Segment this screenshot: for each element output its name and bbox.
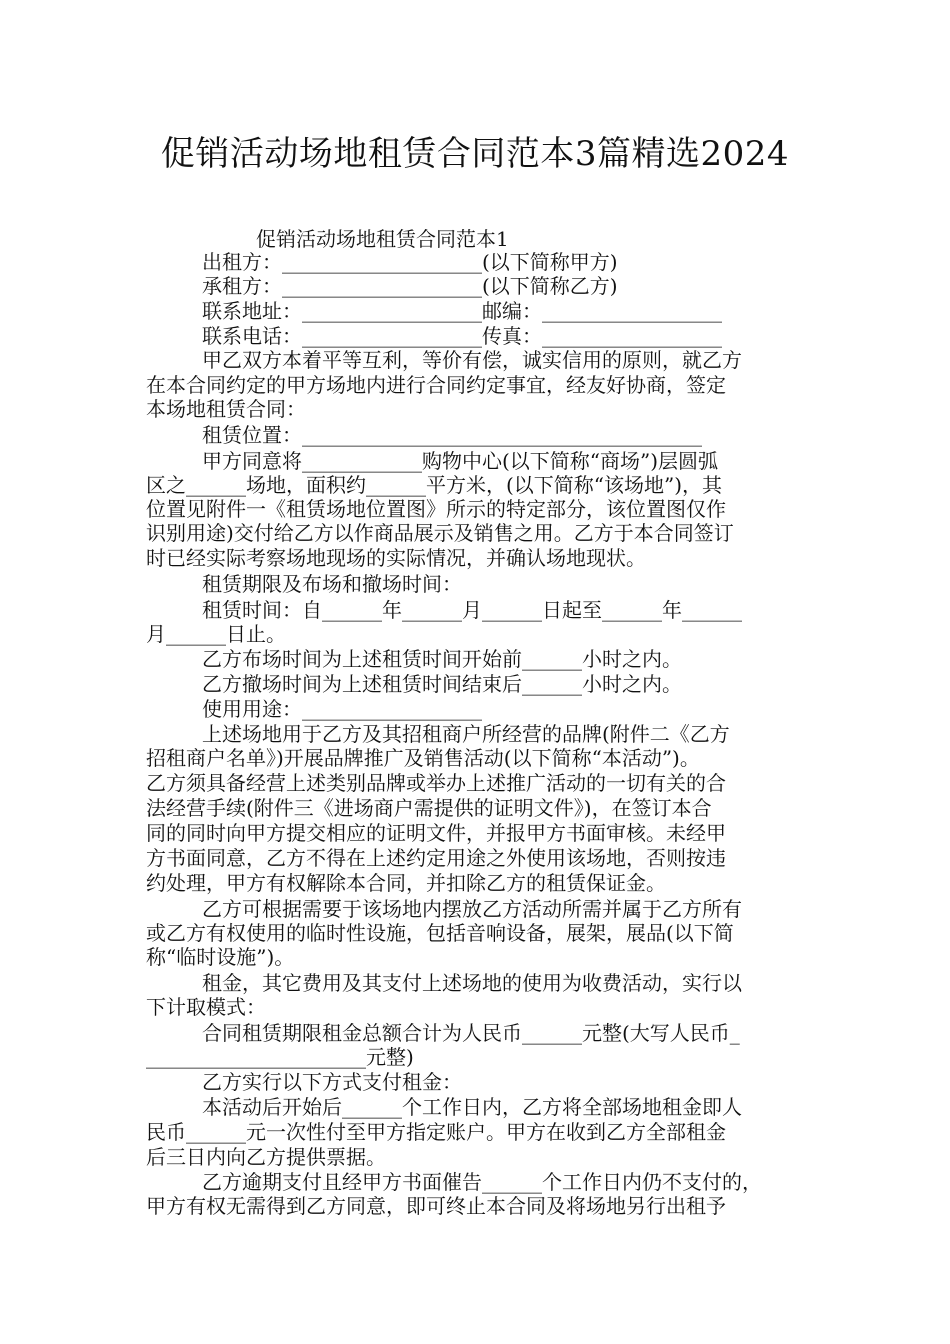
text-line: 下计取模式： (146, 995, 266, 1019)
text-line: 月______日止。 (146, 622, 286, 646)
text-line: 租赁期限及布场和撤场时间： (202, 572, 462, 596)
text-line: 同的同时向甲方提交相应的证明文件，并报甲方书面审核。未经甲 (146, 821, 726, 845)
text-line: 乙方须具备经营上述类别品牌或举办上述推广活动的一切有关的合 (146, 771, 726, 795)
text-line: 法经营手续(附件三《进场商户需提供的证明文件》)，在签订本合 (146, 796, 712, 820)
section-subtitle: 促销活动场地租赁合同范本1 (256, 227, 509, 251)
text-line: 联系地址：__________________邮编：__________________ (202, 299, 722, 323)
text-line: 上述场地用于乙方及其招租商户所经营的品牌(附件二《乙方 (202, 722, 730, 746)
text-line: 使用用途：__________________ (202, 697, 482, 721)
text-line: 承租方：____________________(以下简称乙方) (202, 274, 618, 298)
text-line: 招租商户名单》)开展品牌推广及销售活动(以下简称“本活动”)。 (146, 746, 700, 770)
text-line: 甲方同意将____________购物中心(以下简称“商场”)层圆弧 (202, 449, 719, 473)
text-line: 约处理，甲方有权解除本合同，并扣除乙方的租赁保证金。 (146, 871, 666, 895)
text-line: 出租方：____________________(以下简称甲方) (202, 250, 618, 274)
text-line: 租赁时间：自______年______月______日起至______年______ (202, 598, 742, 622)
text-line: 在本合同约定的甲方场地内进行合同约定事宜，经友好协商，签定 (146, 373, 726, 397)
text-line: 甲方有权无需得到乙方同意，即可终止本合同及将场地另行出租予 (146, 1194, 726, 1218)
text-line: 区之______场地，面积约______平方米，(以下简称“该场地”)，其 (146, 473, 723, 497)
text-line: 时已经实际考察场地现场的实际情况，并确认场地现状。 (146, 546, 646, 570)
text-line: 甲乙双方本着平等互利，等价有偿，诚实信用的原则，就乙方 (202, 348, 742, 372)
text-line: 租金，其它费用及其支付上述场地的使用为收费活动，实行以 (202, 971, 742, 995)
document-title: 促销活动场地租赁合同范本3篇精选2024 (160, 134, 790, 174)
text-line: 或乙方有权使用的临时性设施，包括音响设备，展架，展品(以下简 (146, 921, 734, 945)
text-line: 民币______元一次性付至甲方指定账户。甲方在收到乙方全部租金 (146, 1120, 726, 1144)
text-line: 乙方逾期支付且经甲方书面催告______个工作日内仍不支付的， (202, 1170, 762, 1194)
text-line: 乙方可根据需要于该场地内摆放乙方活动所需并属于乙方所有 (202, 897, 742, 921)
text-line: 本活动后开始后______个工作日内，乙方将全部场地租金即人 (202, 1095, 742, 1119)
text-line: 后三日内向乙方提供票据。 (146, 1145, 386, 1169)
text-line: 称“临时设施”)。 (146, 945, 295, 969)
text-line: 本场地租赁合同： (146, 397, 306, 421)
text-line: 乙方撤场时间为上述租赁时间结束后______小时之内。 (202, 672, 682, 696)
text-line: 联系电话：__________________传真：__________________ (202, 324, 722, 348)
text-line: 位置见附件一《租赁场地位置图》所示的特定部分，该位置图仅作 (146, 497, 726, 521)
text-line: 乙方实行以下方式支付租金： (202, 1070, 462, 1094)
text-line: ______________________元整) (146, 1045, 414, 1069)
text-line: 乙方布场时间为上述租赁时间开始前______小时之内。 (202, 647, 682, 671)
text-line: 合同租赁期限租金总额合计为人民币______元整(大写人民币_ (202, 1021, 740, 1045)
text-line: 租赁位置：________________________________________ (202, 423, 702, 447)
text-line: 方书面同意，乙方不得在上述约定用途之外使用该场地，否则按违 (146, 846, 726, 870)
text-line: 识别用途)交付给乙方以作商品展示及销售之用。乙方于本合同签订 (146, 521, 734, 545)
